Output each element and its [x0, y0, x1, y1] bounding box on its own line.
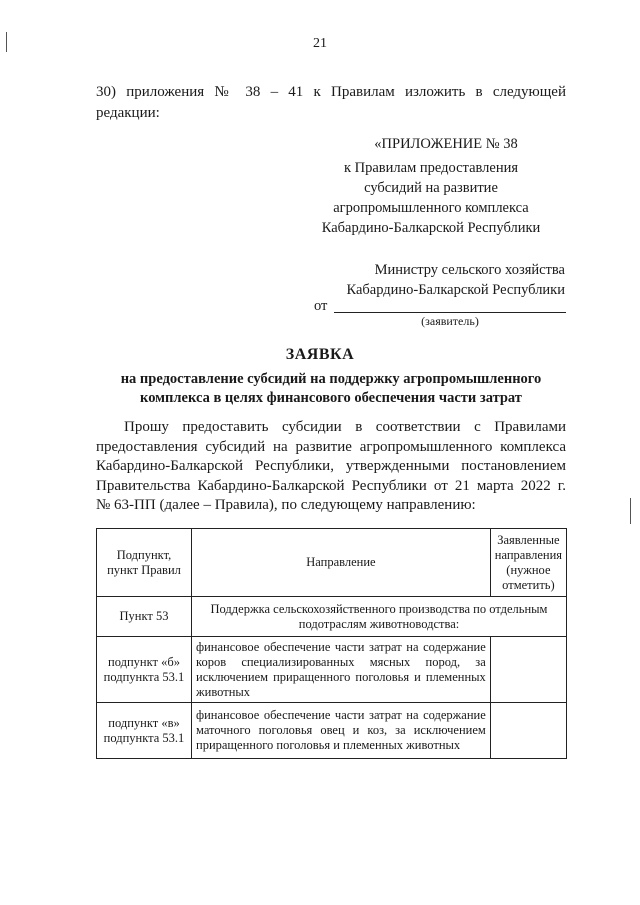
document-subtitle — [96, 370, 566, 408]
addressee-line: Министру сельского хозяйства — [374, 262, 565, 278]
appendix-heading: «ПРИЛОЖЕНИЕ № 38 — [374, 136, 518, 152]
section-ref-cell: Пункт 53 — [97, 597, 192, 637]
row-direction-cell: финансовое обеспечение части затрат на содержание коров специализированных мясных пород, за исключением приращенного поголовья и племенных животных — [192, 637, 491, 703]
page-number: 21 — [313, 36, 327, 51]
body-line: предоставления субсидий на развитие агропромышленного комплекса — [96, 438, 566, 455]
from-label: от — [314, 298, 328, 314]
addressee-line: Кабардино-Балкарской Республики — [346, 282, 565, 298]
scan-margin-mark — [630, 498, 631, 524]
applicant-field[interactable] — [334, 312, 566, 313]
document-title: ЗАЯВКА — [285, 346, 355, 363]
subtitle-line: комплекса в целях финансового обеспечения части затрат — [140, 390, 522, 406]
table-section-row — [97, 597, 567, 637]
row-ref-cell: подпункт «б» подпункта 53.1 — [97, 637, 192, 703]
table-row — [97, 637, 567, 703]
row-mark-cell[interactable] — [490, 703, 566, 759]
table-row — [97, 703, 567, 759]
header-cell: Направление — [192, 529, 491, 597]
row-direction-cell: финансовое обеспечение части затрат на содержание маточного поголовья овец и коз, за исключением приращенного поголовья и племенных животных — [192, 703, 491, 759]
table-header-row — [97, 529, 567, 597]
row-ref-cell: подпункт «в» подпункта 53.1 — [97, 703, 192, 759]
appendix-line: к Правилам предоставления — [343, 160, 519, 176]
applicant-note: (заявитель) — [421, 314, 479, 328]
body-line: Кабардино-Балкарской Республики, утвержденными постановлением — [96, 458, 566, 474]
appendix-line: субсидий на развитие — [364, 180, 498, 196]
subtitle-line: на предоставление субсидий на поддержку агропромышленного — [120, 371, 542, 387]
appendix-line: агропромышленного комплекса — [333, 200, 529, 216]
intro-paragraph — [96, 82, 566, 124]
intro-line: редакции: — [96, 105, 160, 121]
row-mark-cell[interactable] — [490, 637, 566, 703]
appendix-line: Кабардино-Балкарской Республики — [321, 220, 541, 236]
body-line: № 63-ПП (далее – Правила), по следующему направлению: — [96, 497, 476, 513]
header-cell: Подпункт, пункт Правил — [97, 529, 192, 597]
intro-line: 30) приложения № 38 – 41 к Правилам изложить в следующей — [96, 84, 566, 100]
body-line: Правительства Кабардино-Балкарской Республики от 21 марта 2022 г. — [96, 477, 566, 494]
body-line: Прошу предоставить субсидии в соответствии с Правилами — [124, 419, 566, 435]
request-paragraph — [96, 418, 566, 516]
appendix-header — [300, 134, 562, 238]
header-cell: Заявленные направления (нужное отметить) — [490, 529, 566, 597]
section-text-cell: Поддержка сельскохозяйственного производства по отдельным подотраслям животноводства: — [192, 597, 567, 637]
addressee-block — [320, 260, 565, 300]
directions-table — [96, 528, 567, 759]
